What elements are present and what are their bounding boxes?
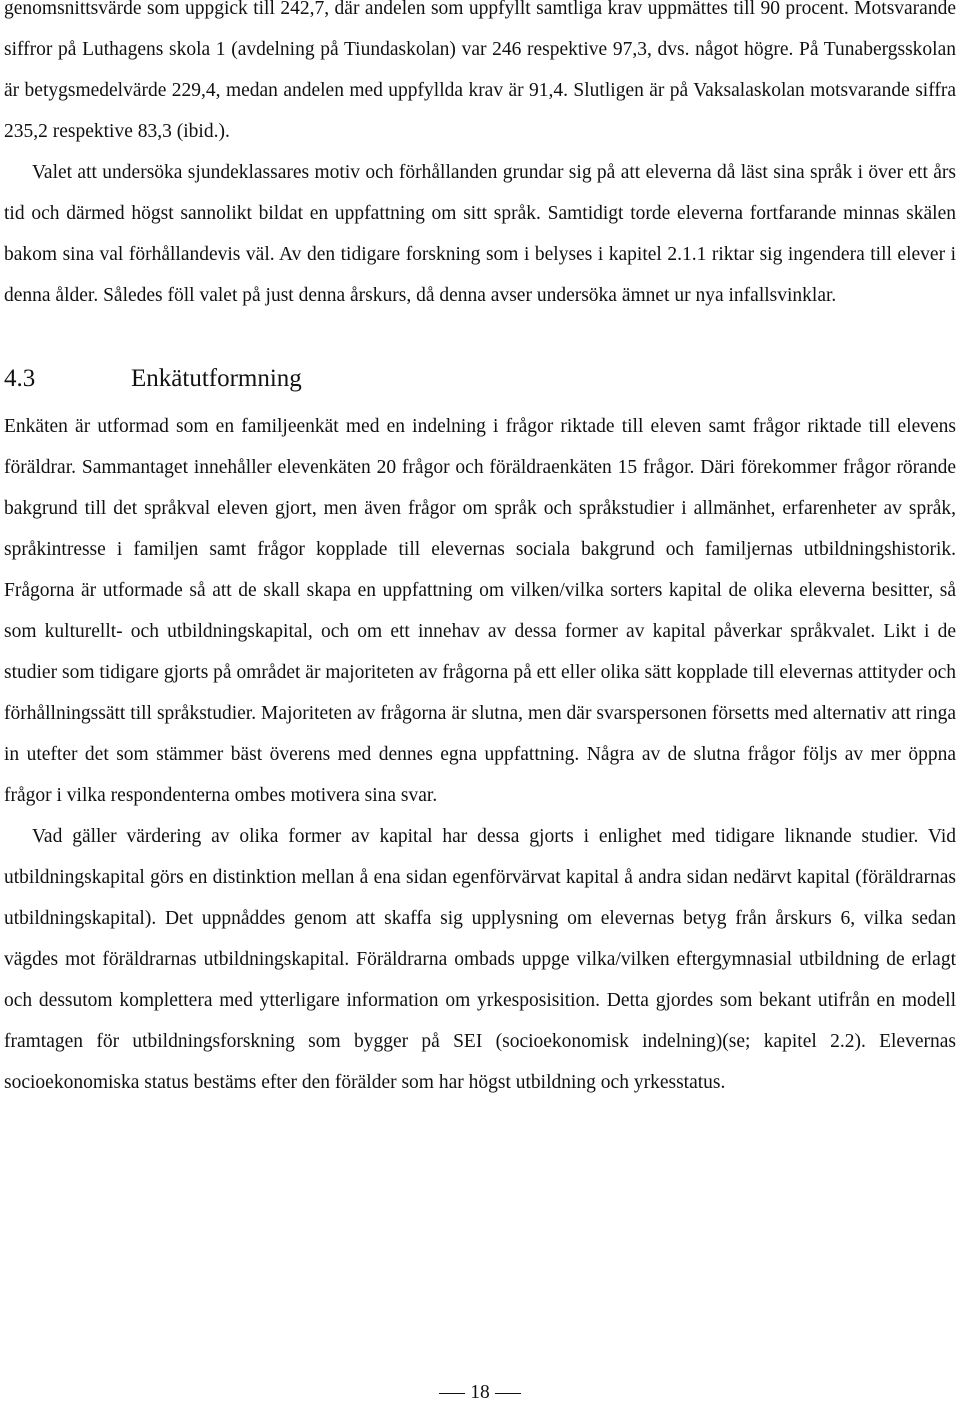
section-number: 4.3 [4, 365, 36, 392]
page-number-left-dash [439, 1393, 465, 1394]
page-number-right-dash [495, 1393, 521, 1394]
page-number: 18 [470, 1382, 490, 1403]
paragraph-school-statistics: genomsnittsvärde som uppgick till 242,7, där andelen som uppfyllt samtliga krav uppmättes till 90 procent. Motsvarande siffror på Luthagens skola 1 (avdelning på Tiundaskolan) var 246 respektive 97,3, dvs. något högre. På Tunabergsskolan är betygsmedelvärde 229,4, medan andelen med uppfyllda krav är 91,4. Slutligen är på Vaksalaskolan motsvarande siffra 235,2 respektive 83,3 (ibid.). [4, 0, 956, 142]
document-page [4, 0, 956, 1103]
section-heading [4, 356, 956, 402]
section-title: Enkätutformning [131, 365, 302, 392]
paragraph-survey-design: Enkäten är utformad som en familjeenkät med en indelning i frågor riktade till eleven samt frågor riktade till elevens föräldrar. Sammantaget innehåller elevenkäten 20 frågor och föräldraenkäten 15 frågor. Däri förekommer frågor rörande bakgrund till det språkval eleven gjort, men även frågor om språk och språkstudier i allmänhet, erfarenheter av språk, språkintresse i familjen samt frågor kopplade till elevernas sociala bakgrund och familjernas utbildningshistorik. Frågorna är utformade så att de skall skapa en uppfattning om vilken/vilka sorters kapital de olika eleverna besitter, så som kulturellt- och utbildningskapital, och om ett innehav av dessa former av kapital påverkar språkvalet. Likt i de studier som tidigare gjorts på området är majoriteten av frågorna på ett eller olika sätt kopplade till elevernas attityder och förhållningssätt till språkstudier. Majoriteten av frågorna är slutna, men där svarspersonen försetts med alternativ att ringa in utefter det som stämmer bäst överens med dennes egna uppfattning. Några av de slutna frågor följs av mer öppna frågor i vilka respondenterna ombes motivera sina svar. [4, 416, 956, 806]
page-number-footer [0, 1381, 960, 1405]
paragraph-capital-valuation: Vad gäller värdering av olika former av kapital har dessa gjorts i enlighet med tidigare liknande studier. Vid utbildningskapital görs en distinktion mellan å ena sidan egenförvärvat kapital å andra sidan nedärvt kapital (föräldrarnas utbildningskapital). Det uppnåddes genom att skaffa sig upplysning om elevernas betyg från årskurs 6, vilka sedan vägdes mot föräldrarnas utbildningskapital. Föräldrarna ombads uppge vilka/vilken eftergymnasial utbildning de erlagt och dessutom komplettera med ytterligare information om yrkesposisition. Detta gjordes som bekant utifrån en modell framtagen för utbildningsforskning som bygger på SEI (socioekonomisk indelning)(se; kapitel 2.2). Elevernas socioekonomiska status bestäms efter den förälder som har högst utbildning och yrkesstatus. [4, 826, 956, 1093]
paragraph-grade-selection: Valet att undersöka sjundeklassares motiv och förhållanden grundar sig på att eleverna då läst sina språk i över ett års tid och därmed högst sannolikt bildat en uppfattning om sitt språk. Samtidigt torde eleverna fortfarande minnas skälen bakom sina val förhållandevis väl. Av den tidigare forskning som i belyses i kapitel 2.1.1 riktar sig ingendera till elever i denna ålder. Således föll valet på just denna årskurs, då denna avser undersöka ämnet ur nya infallsvinklar. [4, 162, 956, 306]
